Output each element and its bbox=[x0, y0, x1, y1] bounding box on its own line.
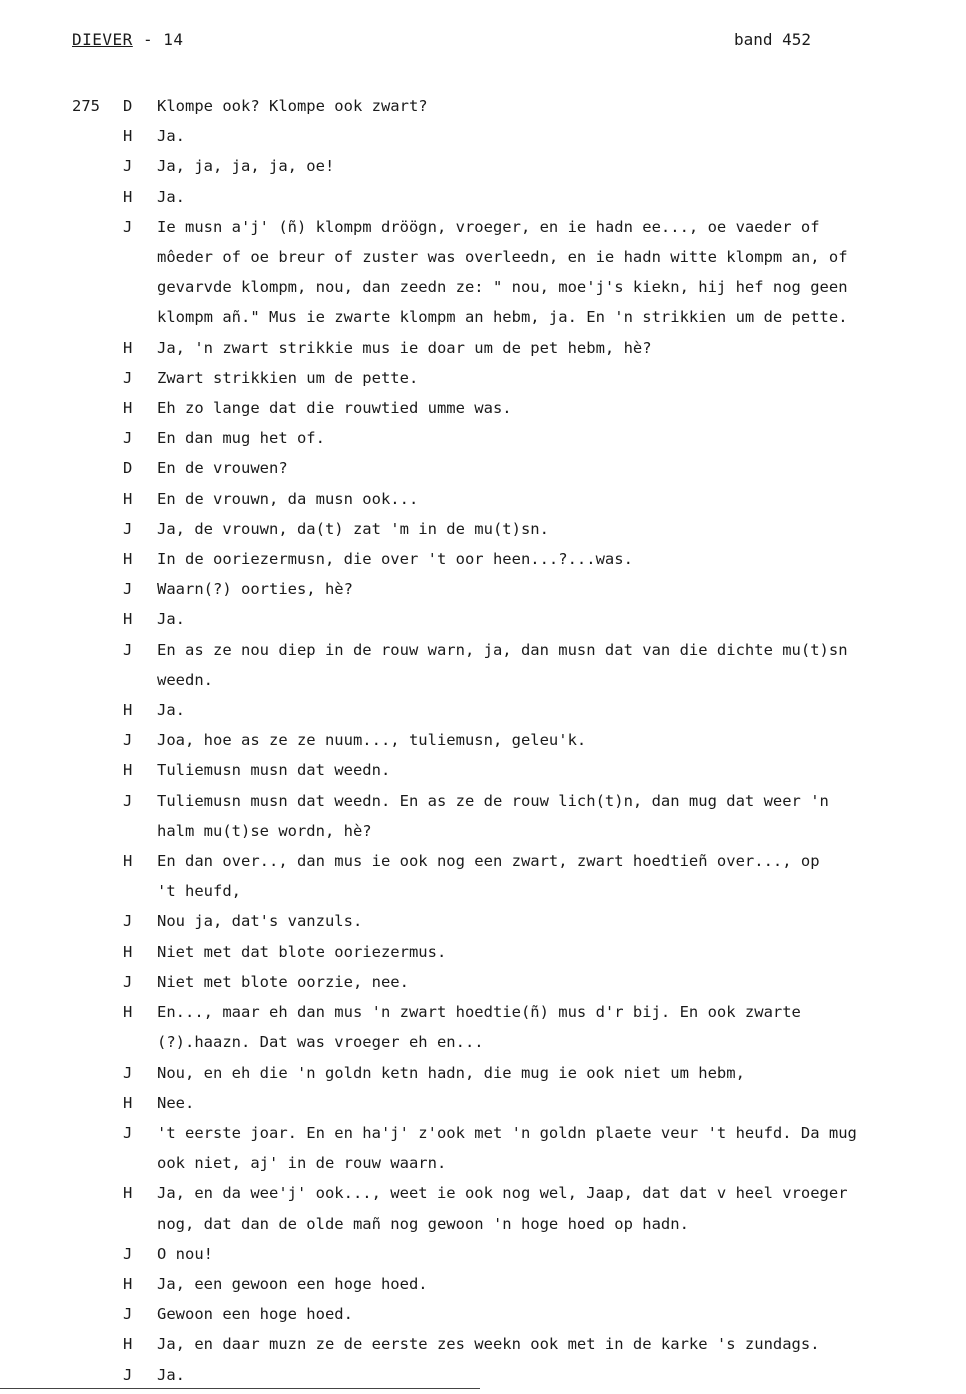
utterance-line: Gewoon een hoge hoed. bbox=[157, 1305, 353, 1324]
utterance-line: Nou ja, dat's vanzuls. bbox=[157, 912, 363, 931]
utterance-line: Ja, een gewoon een hoge hoed. bbox=[157, 1274, 428, 1293]
utterance bbox=[157, 1299, 947, 1329]
utterance-line: En de vrouwen? bbox=[157, 459, 288, 478]
utterance-line: Niet met dat blote ooriezermus. bbox=[157, 942, 447, 961]
utterance bbox=[157, 967, 947, 997]
utterance-line: Ja. bbox=[157, 701, 185, 720]
utterance-line: klompm añ." Mus ie zwarte klompm an hebm, ja. En 'n strikkien um de pette. bbox=[157, 308, 848, 327]
speaker-label: H bbox=[123, 1184, 133, 1203]
utterance bbox=[157, 393, 947, 423]
page-number: - 14 bbox=[142, 30, 184, 49]
utterance-line: O nou! bbox=[157, 1244, 213, 1263]
utterance bbox=[157, 212, 947, 333]
speaker-label: J bbox=[123, 1365, 133, 1384]
speaker-label: J bbox=[123, 157, 133, 176]
transcript-turn bbox=[0, 514, 966, 544]
utterance-line: Eh zo lange dat die rouwtied umme was. bbox=[157, 399, 512, 418]
utterance-line: ook niet, aj' in de rouw waarn. bbox=[157, 1154, 447, 1173]
utterance bbox=[157, 997, 947, 1057]
bottom-divider bbox=[0, 1388, 480, 1389]
utterance bbox=[157, 1178, 947, 1238]
utterance-line: Ja. bbox=[157, 610, 185, 629]
speaker-label: J bbox=[123, 640, 133, 659]
utterance-line: nog, dat dan de olde mañ nog gewoon 'n hoge hoed op hadn. bbox=[157, 1214, 689, 1233]
utterance bbox=[157, 1329, 947, 1359]
utterance bbox=[157, 1239, 947, 1269]
transcript-turn bbox=[0, 1329, 966, 1359]
transcript-turn bbox=[0, 967, 966, 997]
utterance-line: (?).haazn. Dat was vroeger eh en... bbox=[157, 1033, 484, 1052]
utterance-line: halm mu(t)se wordn, hè? bbox=[157, 821, 372, 840]
speaker-label: J bbox=[123, 217, 133, 236]
utterance-line: En..., maar eh dan mus 'n zwart hoedtie(ñ) mus d'r bij. En ook zwarte bbox=[157, 1003, 801, 1022]
utterance-line: En as ze nou diep in de rouw warn, ja, dan musn dat van die dichte mu(t)sn bbox=[157, 640, 848, 659]
utterance-line: En de vrouwn, da musn ook... bbox=[157, 489, 419, 508]
utterance-line: Zwart strikkien um de pette. bbox=[157, 368, 419, 387]
transcript-turn bbox=[0, 604, 966, 634]
speaker-label: H bbox=[123, 942, 133, 961]
utterance-line: Ja, 'n zwart strikkie mus ie doar um de pet hebm, hè? bbox=[157, 338, 652, 357]
transcript-turn bbox=[0, 212, 966, 333]
utterance-line: Nee. bbox=[157, 1093, 195, 1112]
speaker-label: H bbox=[123, 550, 133, 569]
utterance bbox=[157, 1360, 947, 1390]
transcript-turn bbox=[0, 1178, 966, 1238]
utterance-line: 't heufd, bbox=[157, 882, 241, 901]
utterance-line: Ja. bbox=[157, 1365, 185, 1384]
utterance bbox=[157, 786, 947, 846]
line-number: 275 bbox=[72, 97, 100, 115]
speaker-label: J bbox=[123, 580, 133, 599]
utterance-line: Ja. bbox=[157, 127, 185, 146]
transcript-turn bbox=[0, 363, 966, 393]
transcript-turn bbox=[0, 1269, 966, 1299]
transcript-turn bbox=[0, 484, 966, 514]
utterance bbox=[157, 333, 947, 363]
transcript-turn bbox=[0, 151, 966, 181]
transcript-turn bbox=[0, 1299, 966, 1329]
utterance-line: Ja, de vrouwn, da(t) zat 'm in de mu(t)sn. bbox=[157, 519, 549, 538]
transcript-turn bbox=[0, 574, 966, 604]
utterance-line: En dan over.., dan mus ie ook nog een zwart, zwart hoedtieñ over..., op bbox=[157, 852, 820, 871]
utterance bbox=[157, 695, 947, 725]
utterance-line: En dan mug het of. bbox=[157, 429, 325, 448]
speaker-label: J bbox=[123, 1063, 133, 1082]
utterance bbox=[157, 1118, 947, 1178]
speaker-label: H bbox=[123, 1335, 133, 1354]
speaker-label: H bbox=[123, 1274, 133, 1293]
speaker-label: J bbox=[123, 519, 133, 538]
utterance-line: weedn. bbox=[157, 670, 213, 689]
utterance-line: Ja. bbox=[157, 187, 185, 206]
transcript-turn bbox=[0, 1058, 966, 1088]
utterance bbox=[157, 846, 947, 906]
transcript-turn bbox=[0, 635, 966, 695]
utterance bbox=[157, 453, 947, 483]
speaker-label: J bbox=[123, 791, 133, 810]
tape-number: band 452 bbox=[734, 30, 812, 49]
place-name: DIEVER bbox=[72, 30, 133, 49]
speaker-label: D bbox=[123, 97, 133, 115]
utterance bbox=[157, 151, 947, 181]
utterance-line: Tuliemusn musn dat weedn. bbox=[157, 761, 391, 780]
utterance-line: Niet met blote oorzie, nee. bbox=[157, 972, 409, 991]
utterance-line: 't eerste joar. En en ha'j' z'ook met 'n goldn plaete veur 't heufd. Da mug bbox=[157, 1123, 857, 1142]
transcript-turn bbox=[0, 846, 966, 906]
speaker-label: H bbox=[123, 701, 133, 720]
speaker-label: J bbox=[123, 429, 133, 448]
transcript-turn bbox=[0, 755, 966, 785]
utterance bbox=[157, 755, 947, 785]
speaker-label: H bbox=[123, 489, 133, 508]
utterance-line: Nou, en eh die 'n goldn ketn hadn, die mug ie ook niet um hebm, bbox=[157, 1063, 745, 1082]
transcript-turn bbox=[0, 1239, 966, 1269]
utterance bbox=[157, 1058, 947, 1088]
utterance-line: Ja, ja, ja, ja, oe! bbox=[157, 157, 335, 176]
utterance-line: gevarvde klompm, nou, dan zeedn ze: " nou, moe'j's kiekn, hij hef nog geen bbox=[157, 278, 848, 297]
speaker-label: J bbox=[123, 912, 133, 931]
utterance bbox=[157, 906, 947, 936]
utterance bbox=[157, 937, 947, 967]
speaker-label: J bbox=[123, 368, 133, 387]
utterance bbox=[157, 604, 947, 634]
transcript-turn bbox=[0, 453, 966, 483]
speaker-label: H bbox=[123, 127, 133, 146]
speaker-label: H bbox=[123, 338, 133, 357]
utterance bbox=[157, 574, 947, 604]
speaker-label: J bbox=[123, 731, 133, 750]
transcript-turn bbox=[0, 121, 966, 151]
transcript-turn bbox=[0, 997, 966, 1057]
transcript-turn bbox=[0, 393, 966, 423]
speaker-label: J bbox=[123, 972, 133, 991]
speaker-label: H bbox=[123, 610, 133, 629]
utterance-line: Joa, hoe as ze ze nuum..., tuliemusn, geleu'k. bbox=[157, 731, 587, 750]
speaker-label: H bbox=[123, 1093, 133, 1112]
speaker-label: H bbox=[123, 1003, 133, 1022]
transcript-turn bbox=[0, 333, 966, 363]
utterance bbox=[157, 423, 947, 453]
utterance bbox=[157, 484, 947, 514]
utterance bbox=[157, 91, 947, 121]
transcript-turn bbox=[0, 725, 966, 755]
transcript-turn bbox=[0, 544, 966, 574]
transcript-turn bbox=[0, 695, 966, 725]
transcript bbox=[0, 91, 966, 1390]
utterance bbox=[157, 1088, 947, 1118]
transcript-turn bbox=[0, 1118, 966, 1178]
utterance-line: Klompe ook? Klompe ook zwart? bbox=[157, 97, 428, 115]
utterance-line: Waarn(?) oorties, hè? bbox=[157, 580, 353, 599]
utterance bbox=[157, 363, 947, 393]
transcript-turn bbox=[0, 91, 966, 121]
speaker-label: J bbox=[123, 1244, 133, 1263]
transcript-turn bbox=[0, 1360, 966, 1390]
transcript-turn bbox=[0, 182, 966, 212]
speaker-label: J bbox=[123, 1305, 133, 1324]
speaker-label: H bbox=[123, 852, 133, 871]
speaker-label: H bbox=[123, 187, 133, 206]
speaker-label: J bbox=[123, 1123, 133, 1142]
utterance-line: Ja, en da wee'j' ook..., weet ie ook nog wel, Jaap, dat dat v heel vroeger bbox=[157, 1184, 848, 1203]
speaker-label: D bbox=[123, 459, 133, 478]
utterance bbox=[157, 121, 947, 151]
transcript-turn bbox=[0, 1088, 966, 1118]
utterance-line: môeder of oe breur of zuster was overleedn, en ie hadn witte klompm an, of bbox=[157, 248, 848, 267]
utterance bbox=[157, 514, 947, 544]
utterance-line: Ja, en daar muzn ze de eerste zes weekn ook met in de karke 's zundags. bbox=[157, 1335, 820, 1354]
utterance bbox=[157, 635, 947, 695]
utterance-line: In de ooriezermusn, die over 't oor heen...?...was. bbox=[157, 550, 633, 569]
utterance bbox=[157, 725, 947, 755]
utterance bbox=[157, 1269, 947, 1299]
transcript-turn bbox=[0, 423, 966, 453]
utterance bbox=[157, 544, 947, 574]
utterance-line: Ie musn a'j' (ñ) klompm dröögn, vroeger, en ie hadn ee..., oe vaeder of bbox=[157, 217, 820, 236]
transcript-turn bbox=[0, 906, 966, 936]
transcript-turn bbox=[0, 937, 966, 967]
page-header-left bbox=[72, 30, 183, 49]
speaker-label: H bbox=[123, 761, 133, 780]
utterance bbox=[157, 182, 947, 212]
utterance-line: Tuliemusn musn dat weedn. En as ze de rouw lich(t)n, dan mug dat weer 'n bbox=[157, 791, 829, 810]
speaker-label: H bbox=[123, 399, 133, 418]
transcript-turn bbox=[0, 786, 966, 846]
